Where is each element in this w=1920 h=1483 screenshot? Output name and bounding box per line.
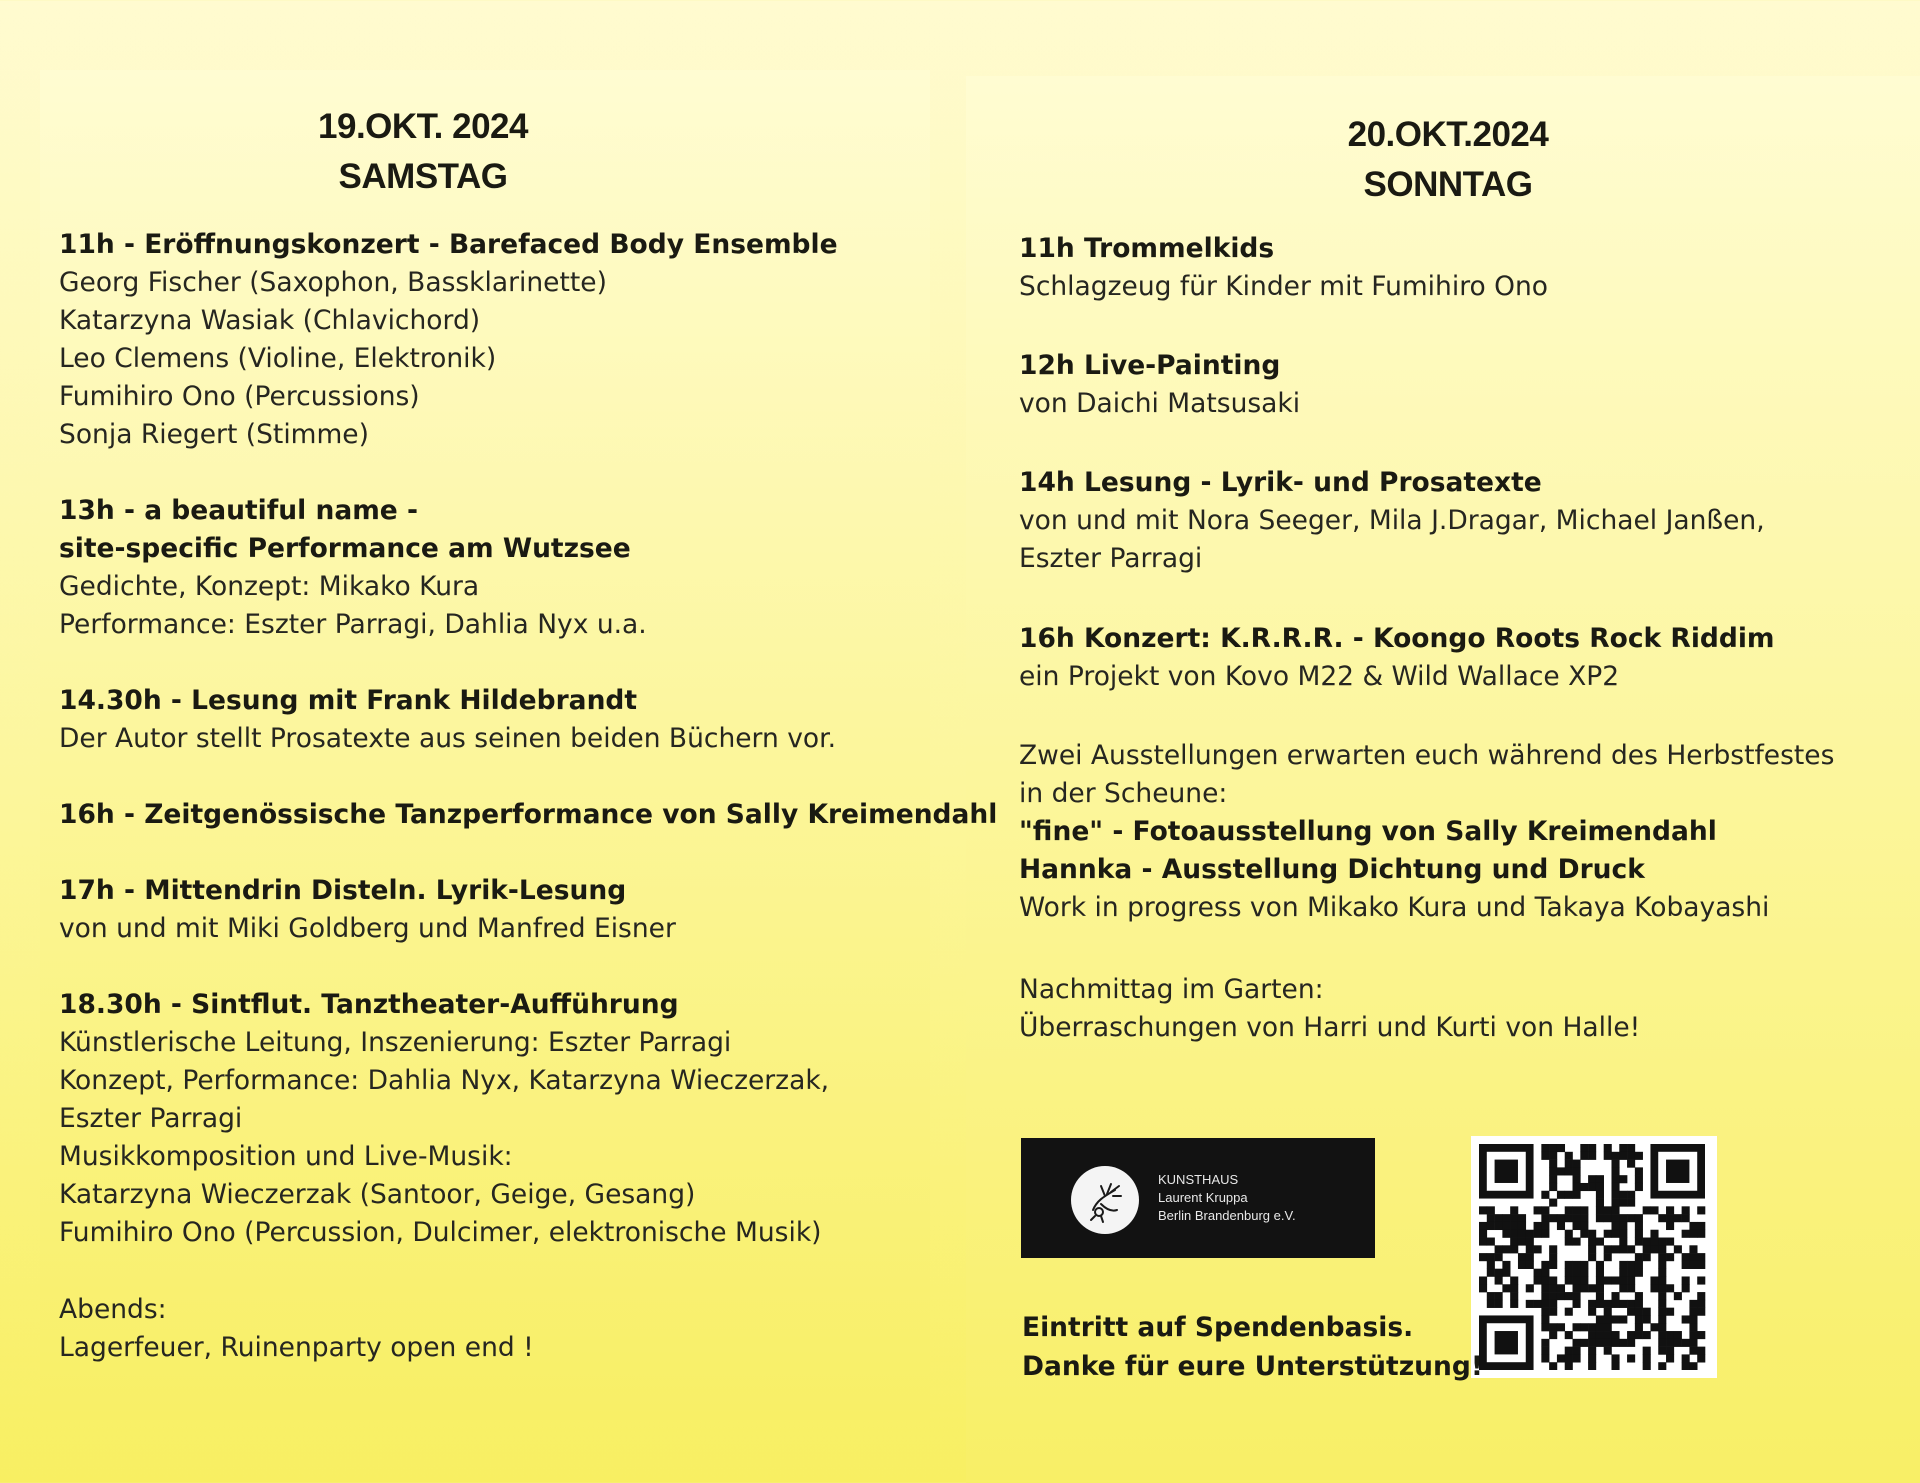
event-detail: Lagerfeuer, Ruinenparty open end ! xyxy=(59,1332,534,1363)
event-title: 17h - Mittendrin Disteln. Lyrik-Lesung xyxy=(59,875,627,906)
event-detail: von und mit Nora Seeger, Mila J.Dragar, Michael Janßen, xyxy=(1019,505,1765,536)
exhibition-intro: Zwei Ausstellungen erwarten euch während des Herbstfestes xyxy=(1019,740,1835,771)
donation-note xyxy=(1022,1308,1483,1386)
saturday-heading xyxy=(0,102,846,202)
sunday-event xyxy=(1019,347,1300,423)
saturday-date: 19.OKT. 2024 xyxy=(318,107,528,146)
event-detail: Der Autor stellt Prosatexte aus seinen beiden Büchern vor. xyxy=(59,723,836,754)
event-detail: Gedichte, Konzept: Mikako Kura xyxy=(59,571,480,602)
event-detail: ein Projekt von Kovo M22 & Wild Wallace XP2 xyxy=(1019,661,1620,692)
event-detail: Fumihiro Ono (Percussions) xyxy=(59,381,420,412)
bird-figure-icon xyxy=(1071,1166,1139,1234)
event-detail: Performance: Eszter Parragi, Dahlia Nyx u.a. xyxy=(59,609,647,640)
saturday-event xyxy=(59,226,838,454)
kunsthaus-logo xyxy=(1021,1138,1375,1258)
logo-line: Laurent Kruppa xyxy=(1158,1190,1248,1205)
event-detail: von und mit Miki Goldberg und Manfred Eisner xyxy=(59,913,676,944)
event-detail: Konzept, Performance: Dahlia Nyx, Katarzyna Wieczerzak, xyxy=(59,1065,830,1096)
sunday-heading xyxy=(966,110,1920,210)
event-title: 18.30h - Sintflut. Tanztheater-Aufführung xyxy=(59,989,679,1020)
event-detail: Künstlerische Leitung, Inszenierung: Eszter Parragi xyxy=(59,1027,732,1058)
sunday-weekday: SONNTAG xyxy=(1363,165,1533,204)
event-title: 14.30h - Lesung mit Frank Hildebrandt xyxy=(59,685,638,716)
exhibition-intro: in der Scheune: xyxy=(1019,778,1228,809)
exhibition-detail: Work in progress von Mikako Kura und Takaya Kobayashi xyxy=(1019,892,1770,923)
event-detail: Schlagzeug für Kinder mit Fumihiro Ono xyxy=(1019,271,1549,302)
event-detail: Sonja Riegert (Stimme) xyxy=(59,419,369,450)
event-detail: von Daichi Matsusaki xyxy=(1019,388,1301,419)
saturday-event xyxy=(59,682,836,758)
sunday-afternoon xyxy=(1019,971,1640,1047)
event-title: 13h - a beautiful name - xyxy=(59,495,419,526)
event-detail: Eszter Parragi xyxy=(1019,543,1203,574)
exhibition-title: Hannka - Ausstellung Dichtung und Druck xyxy=(1019,854,1645,885)
logo-line: Berlin Brandenburg e.V. xyxy=(1158,1208,1296,1223)
event-title: 11h - Eröffnungskonzert - Barefaced Body Ensemble xyxy=(59,229,838,260)
event-detail: Abends: xyxy=(59,1294,167,1325)
sunday-event xyxy=(1019,620,1775,696)
event-detail: Katarzyna Wieczerzak (Santoor, Geige, Gesang) xyxy=(59,1179,696,1210)
afternoon-line: Nachmittag im Garten: xyxy=(1019,974,1324,1005)
saturday-event xyxy=(59,796,997,834)
sunday-date: 20.OKT.2024 xyxy=(1347,115,1549,154)
footer-line: Danke für eure Unterstützung! xyxy=(1022,1351,1483,1382)
saturday-weekday: SAMSTAG xyxy=(338,157,508,196)
event-title: site-specific Performance am Wutzsee xyxy=(59,533,631,564)
event-title: 11h Trommelkids xyxy=(1019,233,1275,264)
event-title: 16h - Zeitgenössische Tanzperformance von Sally Kreimendahl xyxy=(59,799,998,830)
event-title: 14h Lesung - Lyrik- und Prosatexte xyxy=(1019,467,1542,498)
afternoon-line: Überraschungen von Harri und Kurti von Halle! xyxy=(1019,1012,1641,1043)
qr-code-icon[interactable] xyxy=(1471,1136,1717,1378)
event-detail: Fumihiro Ono (Percussion, Dulcimer, elektronische Musik) xyxy=(59,1217,822,1248)
sunday-event xyxy=(1019,230,1548,306)
logo-line: KUNSTHAUS xyxy=(1158,1172,1239,1187)
exhibition-title: "fine" - Fotoausstellung von Sally Kreimendahl xyxy=(1019,816,1717,847)
event-title: 16h Konzert: K.R.R.R. - Koongo Roots Rock Riddim xyxy=(1019,623,1775,654)
event-detail: Katarzyna Wasiak (Chlavichord) xyxy=(59,305,481,336)
event-detail: Leo Clemens (Violine, Elektronik) xyxy=(59,343,497,374)
event-detail: Musikkomposition und Live-Musik: xyxy=(59,1141,513,1172)
sunday-event xyxy=(1019,464,1765,578)
saturday-event xyxy=(59,986,829,1252)
event-detail: Eszter Parragi xyxy=(59,1103,243,1134)
saturday-event xyxy=(59,492,647,644)
saturday-evening xyxy=(59,1291,534,1367)
footer-line: Eintritt auf Spendenbasis. xyxy=(1022,1312,1414,1343)
event-title: 12h Live-Painting xyxy=(1019,350,1281,381)
sunday-exhibitions xyxy=(1019,737,1834,927)
logo-text xyxy=(1158,1171,1296,1225)
qr-code-graphic xyxy=(1479,1144,1709,1370)
event-detail: Georg Fischer (Saxophon, Bassklarinette) xyxy=(59,267,607,298)
saturday-event xyxy=(59,872,676,948)
